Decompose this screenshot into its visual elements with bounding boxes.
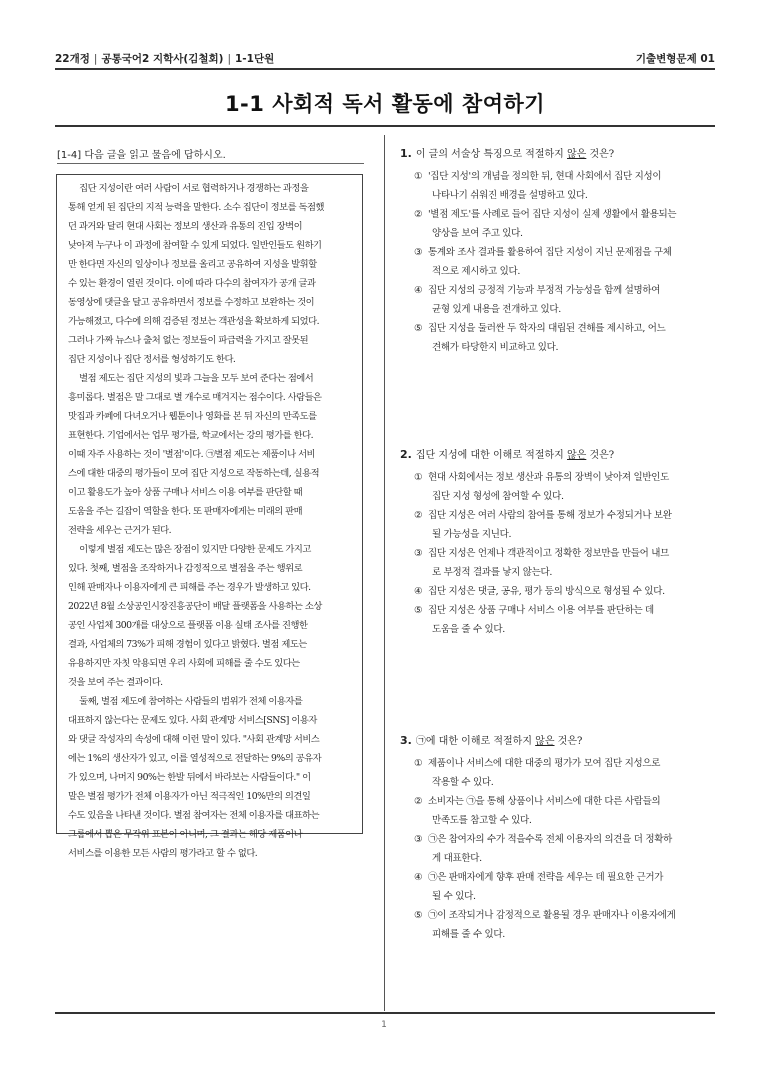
option-marker: ③ <box>414 548 423 559</box>
passage-line: 맛집과 카페에 다녀오거나 웹툰이나 영화를 본 뒤 자신의 만족도를 <box>68 411 317 422</box>
title-rule <box>55 125 715 127</box>
option-text: ㉠은 판매자에게 향후 판매 전략을 세우는 데 필요한 근거가 <box>428 872 664 883</box>
option-marker: ② <box>414 796 423 807</box>
passage-line: 수 있는 환경이 열린 것이다. 이에 따라 다수의 참여자가 공개 글과 <box>68 278 316 289</box>
option-marker: ④ <box>414 285 423 296</box>
passage-line: 만 한다면 자신의 일상이나 정보를 올리고 공유하여 지성을 발휘할 <box>68 259 317 270</box>
question-stem <box>400 146 720 163</box>
option-text: 게 대표한다. <box>432 853 482 864</box>
reading-passage-box <box>56 174 363 859</box>
option-marker: ⑤ <box>414 605 423 616</box>
header-left: 22개정 | 공통국어2 지학사(김철회) | 1-1단원 <box>55 53 275 65</box>
page-number: 1 <box>381 1020 387 1030</box>
question-number: 2. <box>400 448 412 461</box>
answer-option[interactable] <box>414 754 734 792</box>
passage-line: 집단 지성이나 집단 정서를 형성하기도 한다. <box>68 354 236 365</box>
stem-emphasis: 않은 <box>566 149 587 160</box>
answer-option[interactable] <box>414 319 734 357</box>
option-list <box>400 167 720 357</box>
option-marker: ⑤ <box>414 323 423 334</box>
option-list <box>400 468 720 639</box>
option-text: 작용할 수 있다. <box>432 777 494 788</box>
passage-line: 집단 지성이란 여러 사람이 서로 협력하거나 경쟁하는 과정을 <box>79 183 309 194</box>
answer-option[interactable] <box>414 906 734 944</box>
option-text: 집단 지성은 댓글, 공유, 평가 등의 방식으로 형성될 수 있다. <box>428 586 665 597</box>
option-text: 견해가 타당한지 비교하고 있다. <box>432 342 559 353</box>
passage-line: 결과, 사업체의 73%가 피해 경험이 있다고 밝혔다. 별점 제도는 <box>68 639 307 650</box>
answer-option[interactable] <box>414 167 734 205</box>
passage-paragraph <box>68 179 352 369</box>
passage-line: 낮아져 누구나 이 과정에 참여할 수 있게 되었다. 일반인들도 원하기 <box>68 240 322 251</box>
passage-line: 인해 판매자나 이용자에게 큰 피해를 주는 경우가 발생하고 있다. <box>68 582 311 593</box>
stem-text: ㉠에 대한 이해로 적절하지 <box>415 736 536 747</box>
option-marker: ② <box>414 209 423 220</box>
stem-emphasis: 않은 <box>535 736 555 747</box>
stem-text: 이 글의 서술상 특징으로 적절하지 <box>415 149 567 160</box>
doc-type-label: 기출변형문제 01 <box>635 53 715 65</box>
passage-line: 그룹에서 뽑은 무작위 표본이 아니며, 그 결과는 해당 제품이나 <box>68 829 303 840</box>
option-text: 로 부정적 결과를 낳지 않는다. <box>432 567 553 578</box>
option-text: 될 수 있다. <box>432 891 476 902</box>
question-2 <box>400 447 720 639</box>
passage-line: 유용하지만 자칫 악용되면 우리 사회에 피해를 줄 수도 있다는 <box>68 658 300 669</box>
answer-option[interactable] <box>414 601 734 639</box>
option-text: 도움을 줄 수 있다. <box>432 624 506 635</box>
option-text: 집단 지성은 상품 구매나 서비스 이용 여부를 판단하는 데 <box>428 605 654 616</box>
option-text: 나타나기 쉬워진 배경을 설명하고 있다. <box>432 190 588 201</box>
option-marker: ③ <box>414 834 423 845</box>
curriculum-label: 22개정 <box>55 53 90 65</box>
option-text: 집단 지성은 언제나 객관적이고 정확한 정보만을 만들어 내므 <box>428 548 669 559</box>
answer-option[interactable] <box>414 243 734 281</box>
passage-line: 별점 제도는 집단 지성의 빛과 그늘을 모두 보여 준다는 점에서 <box>79 373 314 384</box>
option-text: ㉠은 참여자의 수가 적을수록 전체 이용자의 의견을 더 정확하 <box>428 834 673 845</box>
answer-option[interactable] <box>414 792 734 830</box>
option-marker: ④ <box>414 586 423 597</box>
answer-option[interactable] <box>414 544 734 582</box>
stem-emphasis: 않은 <box>566 450 587 461</box>
option-text: '집단 지성'의 개념을 정의한 뒤, 현대 사회에서 집단 지성이 <box>428 171 662 182</box>
option-marker: ⑤ <box>414 910 423 921</box>
option-marker: ③ <box>414 247 423 258</box>
page-title: 1-1 사회적 독서 활동에 참여하기 <box>224 92 546 116</box>
footer-rule <box>55 1012 715 1014</box>
option-text: 집단 지성은 여러 사람의 참여를 통해 정보가 수정되거나 보완 <box>428 510 672 521</box>
passage-line: 전략을 세우는 근거가 된다. <box>68 525 172 536</box>
instruction-text: [1-4] 다음 글을 읽고 물음에 답하시오. <box>57 150 226 161</box>
question-3 <box>400 733 720 944</box>
passage-line: 동영상에 댓글을 달고 공유하면서 정보를 수정하고 보완하는 것이 <box>68 297 315 308</box>
answer-option[interactable] <box>414 868 734 906</box>
question-stem <box>400 733 720 750</box>
header-rule <box>55 68 715 70</box>
passage-line: 가 있으며, 나머지 90%는 한발 뒤에서 바라보는 사람들이다." 이 <box>68 772 311 783</box>
passage-line: 있다. 첫째, 별점을 조작하거나 감정적으로 별점을 주는 행위로 <box>68 563 303 574</box>
option-text: 만족도를 참고할 수 있다. <box>432 815 532 826</box>
passage-line: 이고 활용도가 높아 상품 구매나 서비스 이용 여부를 판단할 때 <box>68 487 303 498</box>
option-text: 균형 있게 내용을 전개하고 있다. <box>432 304 562 315</box>
subject-label: 공통국어2 지학사(김철회) <box>101 53 224 65</box>
option-list <box>400 754 720 944</box>
column-divider <box>384 135 385 1011</box>
stem-text-end: 것은? <box>586 450 615 461</box>
passage-line: 던 과거와 달리 현대 사회는 정보의 생산과 유통의 진입 장벽이 <box>68 221 303 232</box>
option-text: 될 가능성을 지닌다. <box>432 529 512 540</box>
passage-paragraph <box>68 540 352 692</box>
answer-option[interactable] <box>414 468 734 506</box>
passage-line: 에는 1%의 생산자가 있고, 이를 열성적으로 전달하는 9%의 공유자 <box>68 753 322 764</box>
passage-line: 그러나 가짜 뉴스나 출처 없는 정보들이 파급력을 가지고 잘못된 <box>68 335 309 346</box>
passage-line: 말은 별점 평가가 전체 이용자가 아닌 적극적인 10%만의 의견일 <box>68 791 311 802</box>
question-number: 1. <box>400 147 412 160</box>
option-text: 집단 지성의 긍정적 기능과 부정적 가능성을 함께 설명하여 <box>428 285 661 296</box>
answer-option[interactable] <box>414 205 734 243</box>
option-text: 제품이나 서비스에 대한 대중의 평가가 모여 집단 지성으로 <box>428 758 661 769</box>
option-text: 소비자는 ㉠을 통해 상품이나 서비스에 대한 다른 사람들의 <box>428 796 661 807</box>
passage-line: 대표하지 않는다는 문제도 있다. 사회 관계망 서비스[SNS] 이용자 <box>68 715 317 726</box>
passage-line: 공인 사업체 300개를 대상으로 플랫폼 이용 실태 조사를 진행한 <box>68 620 308 631</box>
passage-line: 것을 보여 주는 결과이다. <box>68 677 163 688</box>
passage-line: 표현한다. 기업에서는 업무 평가를, 학교에서는 강의 평가를 한다. <box>68 430 314 441</box>
passage-line: 둘째, 별점 제도에 참여하는 사람들의 범위가 전체 이용자를 <box>79 696 303 707</box>
option-text: 집단 지성을 둘러싼 두 학자의 대립된 견해를 제시하고, 어느 <box>428 323 666 334</box>
question-stem <box>400 447 720 464</box>
option-text: 현대 사회에서는 정보 생산과 유통의 장벽이 낮아져 일반인도 <box>428 472 669 483</box>
option-text: 통계와 조사 결과를 활용하여 집단 지성이 지닌 문제점을 구체 <box>428 247 672 258</box>
passage-line: 2022년 8월 소상공인시장진흥공단이 배달 플랫폼을 사용하는 소상 <box>68 601 322 612</box>
option-text: 양상을 보여 주고 있다. <box>432 228 523 239</box>
option-text: ㉠이 조작되거나 감정적으로 활용될 경우 판매자나 이용자에게 <box>428 910 676 921</box>
passage-line: 스에 대한 대중의 평가들이 모여 집단 지성으로 작동하는데, 실용적 <box>68 468 320 479</box>
option-text: 집단 지성 형성에 참여할 수 있다. <box>432 491 564 502</box>
page-header <box>55 51 715 67</box>
passage-paragraph <box>68 692 352 863</box>
option-marker: ① <box>414 171 423 182</box>
question-number: 3. <box>400 734 412 747</box>
option-marker: ① <box>414 472 423 483</box>
passage-line: 흥미롭다. 별점은 말 그대로 별 개수로 매겨지는 점수이다. 사람들은 <box>68 392 322 403</box>
passage-line: 서비스를 이용한 모든 사람의 평가라고 할 수 없다. <box>68 848 258 859</box>
passage-line: 수도 있음을 나타낸 것이다. 별점 참여자는 전체 이용자를 대표하는 <box>68 810 320 821</box>
unit-label: 1-1단원 <box>235 53 275 65</box>
passage-line: 통해 얻게 된 집단의 지적 능력을 말한다. 소수 집단이 정보를 독점했 <box>68 202 324 213</box>
answer-option[interactable] <box>414 281 734 319</box>
option-marker: ④ <box>414 872 423 883</box>
passage-line: 이렇게 별점 제도는 많은 장점이 있지만 다양한 문제도 가지고 <box>79 544 311 555</box>
option-marker: ② <box>414 510 423 521</box>
answer-option[interactable] <box>414 506 734 544</box>
option-text: 피해를 줄 수 있다. <box>432 929 506 940</box>
question-1 <box>400 146 720 357</box>
passage-line: 이때 자주 사용하는 것이 '별점'이다. ㉠별점 제도는 제품이나 서비 <box>68 449 316 460</box>
stem-text-end: 것은? <box>554 736 583 747</box>
answer-option[interactable] <box>414 830 734 868</box>
passage-line: 와 댓글 작성자의 속성에 대해 이런 말이 있다. "사회 관계망 서비스 <box>68 734 320 745</box>
instruction-rule <box>57 163 364 164</box>
passage-paragraph <box>68 369 352 540</box>
stem-text-end: 것은? <box>586 149 615 160</box>
answer-option[interactable] <box>414 582 734 601</box>
option-text: 적으로 제시하고 있다. <box>432 266 521 277</box>
passage-line: 도움을 주는 길잡이 역할을 한다. 또 판매자에게는 미래의 판매 <box>68 506 303 517</box>
option-marker: ① <box>414 758 423 769</box>
stem-text: 집단 지성에 대한 이해로 적절하지 <box>415 450 567 461</box>
option-text: '별점 제도'를 사례로 들어 집단 지성이 실제 생활에서 활용되는 <box>428 209 677 220</box>
passage-line: 가능해졌고, 다수에 의해 검증된 정보는 객관성을 확보하게 되었다. <box>68 316 320 327</box>
